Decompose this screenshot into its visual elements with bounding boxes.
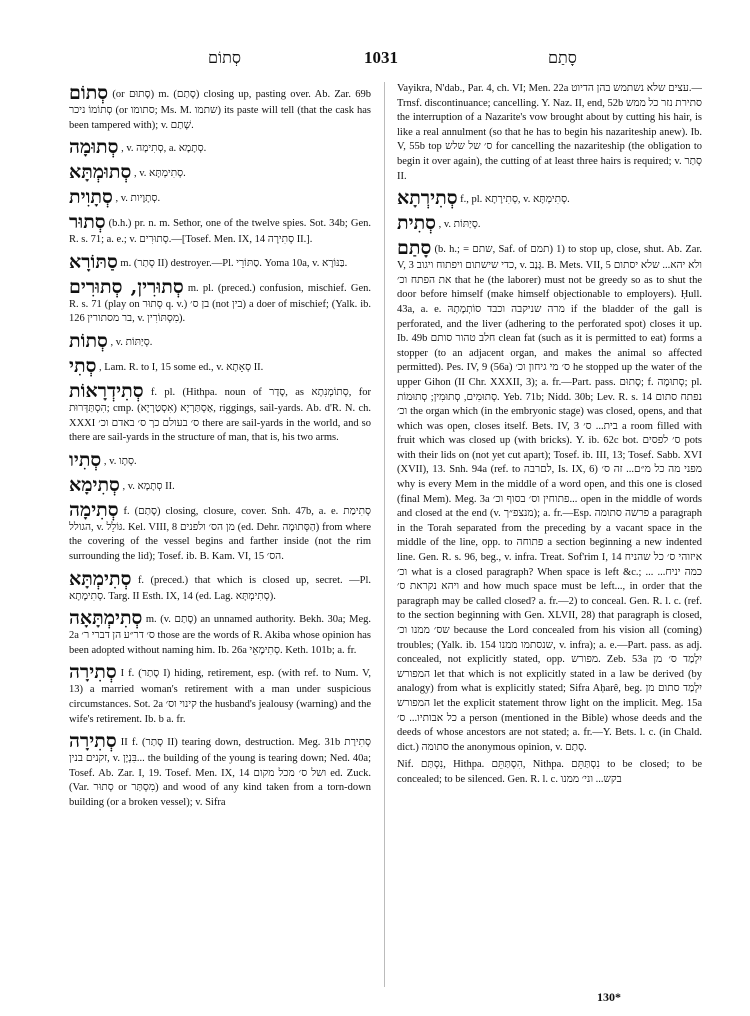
entry-definition: (b.h.) pr. n. m. Sethor, one of the twelve spies. Sot. 34b; Gen. R. s. 71; a. e.; v. סְתוּרִים.—[Tosef. Men. IX, 14 סְתִירָה II.].	[69, 218, 371, 246]
entry-paragraph	[69, 607, 371, 658]
entry-paragraph	[69, 661, 371, 727]
entry-paragraph	[397, 758, 702, 787]
header-right-guide-word: סָתַם	[548, 48, 577, 67]
entry-headword: סְתִימָא	[69, 473, 120, 496]
dictionary-entry	[69, 161, 371, 183]
entry-headword: סְתִית	[397, 212, 436, 235]
entry-paragraph	[69, 474, 371, 496]
dictionary-entry	[69, 211, 371, 248]
entry-definition: (b. h.; = שתם, Saf. of תמם) 1) to stop up, close, shut. Ab. Zar. V, 3 כדי שישתום ויפתוח ויגוב, v. גָּנַב. B. Mets. VII, 5 ולא יהא... שלא יסתום את הפתח וכ׳ that he (the laborer) must not be greedy so as to shut the door before himself (make himself objectionable to employers). Ḥull. 43a, a. e. מרה שניקבה וכבד סוֹתְמָתָהּ if the bladder of the gall is perforated, and the liver (adhering to the perforated spot) closes it up. Ib. 49b חלב טהור סותם clean fat (such as it is permitted to eat) forms a stopper (to an adjacent organ, and makes the animal so affected permitted). Pes. IV, 9 (56a) ס׳ מי גיחון וכ׳ he stopped up the water of the upper Gihon (II Chr. XXXII, 3); a. fr.—Part. pass. סָתוּם; f. סְתוּמָה; pl. סְתוּמִים, סְתוּמִין; סְתוּמוֹת. Yeb. 71b; Nidd. 30b; Lev. R. s. 14 נפתח סתום וכ׳ the organ which (in the embryonic stage) was closed, opens, and that which was open, closes itself. Bets. IV, 3 בית... ס׳ a room filled with fruit which was closed up (with bricks). Y. ib. 62c bot. ס׳ לפסים pots with their lids on (not yet cut apart); Tosef. ib. III, 13; Tosef. Sabb. XVI (XVII), 13. Snh. 94a (ref. to לםרבה, Is. IX, 6) מפני מה כל מ״ם... זה ס׳ why is every Mem in the middle of a word open, and this one is closed (final Mem). Meg. 3a פתוחין וס׳ בסוף וכ׳... open in the middle of words and closed at the end (v. מנצפ״ך); a. fr.—Esp. פרשה סתומה a paragraph in the Torah separated from the preceding by a vacant space in the middle of the line, opp. to פתוחה a section beginning a new indented line. Gen. R. s. 96, beg., v. infra. Treat. Sof'rim I, 14 איזוהי ס׳ כל שהניח וכ׳ what is a closed paragraph? When space is left &c.; ... כמה יניח... ויהא נקראת ס׳ and how much space must be left..., in order that the paragraph may be called closed? a. fr.—2) to conceal. Gen. R. l. c. (ref. to the section beginning with Gen. XLVII, 28) that paragraph is closed, שס׳ ממנו וכ׳ because the Lord concealed from his vision all (coming) troubles; (Yalk. ib. 154 שנסתמו ממנו, v. infra); a. e.—Part. pass. as adj. concealed, not explicitly stated, opp. מפורש. Zeb. 53a יִלְמַד ס׳ מן המפורש let that which is not explicitly stated in a law be derived (by analogy) from what is explicitly stated; Sifra Aḥarê, beg. יִלְמַד סתום מן המפורש let the explicit statement throw light on the implicit. Meg. 15a כל אבותיו... ס׳ a person (mentioned in the Bible) whose deeds and the deeds of whose ancestors are not stated; a. fr.—Y. Bets. l. c. (in Chald. dict.) סתומה the anonymous opinion, v. סָתַם.	[397, 244, 702, 753]
entry-definition: f. pl. (Hithpa. noun of סָדַר, as סְתוֹמְנִתָא, for הִסְתַּדְּרוּת; cmp. אַסְתַּרְיָא (אִסְטַרְיָא), riggings, sail-yards. Ab. d'R. N. ch. XXXI ס׳ בעולם כך ס׳ באדם וכ׳ there are sail-yards in the world, and so there are sail-yards in the structure of man, that is, his two arms.	[69, 386, 371, 444]
entry-headword: סְתִירָה	[69, 661, 117, 684]
dictionary-entry	[69, 449, 371, 471]
entry-paragraph	[69, 186, 371, 208]
column-divider	[384, 82, 385, 987]
entry-definition: , v. סְתָמָא II.	[122, 480, 175, 492]
dictionary-entry	[397, 187, 702, 209]
entry-headword: סְתִימָה	[69, 498, 119, 521]
entry-headword: סְתִירְתָא	[397, 187, 458, 210]
dictionary-entry	[69, 474, 371, 496]
entry-headword: סְתוֹת	[69, 329, 108, 352]
dictionary-entry	[69, 186, 371, 208]
entry-definition: f. (סָתַם) closing, closure, cover. Snh. 47b, a. e. סְתִימַת הגולל, v. גּוֹלֵל. Kel. VIII, 8 מן הס׳ ולפנים (ed. Dehr. הַסְּתוּמָה) from where the covering of the vessel begins and farther inside (not the rim surrounding the lid); Tosef. ib. B. Kam. VI, 15 הס׳.	[69, 505, 371, 562]
dictionary-entry	[397, 212, 702, 234]
entry-paragraph	[397, 212, 702, 234]
dictionary-entry	[69, 330, 371, 352]
entry-paragraph	[69, 330, 371, 352]
entry-paragraph	[69, 276, 371, 327]
entry-definition: Vayikra, N'dab., Par. 4, ch. VI; Men. 22a עצים שלא נשתמש בהן הדיוט.—Trnsf. discontinuance; cancelling. Y. Naz. II, end, 52b סתירת נזר כל ממש the interruption of a Nazarite's vow brought about by cutting his hair, is like a real annulment (so that he has to begin his nazariteship anew). Ib. V, 55b top ס׳ של שלש for cancelling the nazariteship (the obligation to begin it over again), the cutting of at least three hairs is required; v. סְתַר II.	[397, 83, 702, 182]
dictionary-entry	[69, 136, 371, 158]
entry-paragraph	[397, 237, 702, 755]
entry-paragraph	[69, 251, 371, 273]
dictionary-entry	[69, 730, 371, 810]
dictionary-entry	[69, 499, 371, 565]
entry-definition: , v. סְיַתּוֹת.	[438, 219, 481, 231]
signature-mark: 130*	[597, 990, 621, 1004]
entry-headword: סְתוּמָה	[69, 136, 119, 159]
entry-definition: , v. סְתָוֶיות.	[115, 193, 161, 205]
page-number: 1031	[364, 48, 398, 67]
entry-paragraph	[69, 380, 371, 446]
dictionary-entry	[397, 82, 702, 184]
header-left-guide-word: סְתוֹם	[208, 48, 241, 67]
dictionary-entry	[69, 82, 371, 133]
entry-paragraph	[69, 136, 371, 158]
entry-paragraph	[69, 730, 371, 810]
entry-definition: , v. סְתִימָה, a. סְתָמָא.	[121, 143, 207, 155]
entry-definition: , v. סְתִימְתָּא.	[133, 168, 186, 180]
entry-paragraph	[69, 161, 371, 183]
entry-headword: סְתִי	[69, 354, 97, 377]
right-column	[397, 82, 702, 987]
entry-paragraph	[69, 499, 371, 565]
entry-definition: , Lam. R. to I, 15 some ed., v. סְאָתָא II.	[99, 361, 264, 373]
entry-headword: סְתָוִית	[69, 186, 113, 209]
dictionary-entry	[69, 568, 371, 605]
entry-headword: סָתַם	[397, 237, 432, 260]
entry-headword: סְתוּר	[69, 211, 106, 234]
dictionary-entry	[397, 237, 702, 755]
entry-definition: II f. (סָתַר II) tearing down, destruction. Meg. 31b סְתִירַת זקנים בנין, v. בִּנְיָן... the building of the young is tearing down; Ned. 40a; Tosef. Ab. Zar. I, 19. Tosef. Men. IX, 14 ושל ס׳ מכל מקום ed. Zuck. (Var. סְתוּר or מִסְתַּר) and wood of any kind taken from a torn-down building (or a broken vessel); v. Sifra	[69, 737, 371, 808]
page-header	[66, 48, 696, 72]
dictionary-entry	[69, 251, 371, 273]
dictionary-entry	[397, 758, 702, 787]
entry-headword: סְתִימְתָּאָה	[69, 607, 143, 630]
entry-definition: Nif. נִסְתַּם, Hithpa. הִסְתַּתֵּם, Nithpa. נִסְתַּתֵּם to be closed; to be concealed; to be silenced. Gen. R. l. c. בקש... וני׳ ממנו	[397, 759, 702, 785]
entry-headword: סְתִיו	[69, 448, 102, 471]
entry-definition: m. (v. סָתַם) an unnamed authority. Bekh. 30a; Meg. 2a ס׳ דר״ע הן דברי ר׳ those are the words of R. Akiba whose opinion has been adopted without naming him. Ib. 26a סְתִימָאֵי. Keth. 101b; a. fr.	[69, 614, 371, 656]
entry-headword: סְתִירָה	[69, 730, 117, 753]
entry-definition: (or סָתוּם) m. (סָתַם) closing up, pasting over. Ab. Zar. 69b סְתוֹמוֹ ניכר (or סתומו; Ms. M. שתמו) its paste will tell (that the cask has been tampered with); v. שָׁתַם.	[69, 89, 371, 131]
entry-headword: סְתוּמְתָּא	[69, 161, 132, 184]
dictionary-entry	[69, 355, 371, 377]
entry-paragraph	[69, 568, 371, 605]
entry-headword: סַתּוֹרָא	[69, 250, 118, 273]
entry-paragraph	[69, 449, 371, 471]
entry-definition: , v. סְיַתּוֹת.	[110, 336, 153, 348]
entry-paragraph	[69, 211, 371, 248]
entry-definition: , v. סְתָו.	[103, 455, 137, 467]
entry-paragraph	[397, 82, 702, 184]
entry-headword: סְתִימְתָּא	[69, 567, 132, 590]
dictionary-entry	[69, 661, 371, 727]
dictionary-entry	[69, 607, 371, 658]
dictionary-entry	[69, 276, 371, 327]
entry-definition: I f. (סָתַר I) hiding, retirement, esp. (with ref. to Num. V, 13) a married woman's retirement with a man under suspicious circumstances. Sot. 2a קינוי וס׳ the husband's jealousy (warning) and the wife's retirement. Ib. b a. fr.	[69, 668, 371, 725]
entry-definition: f., pl. סְתִירָתָא, v. סְתִימְתָּא.	[460, 194, 570, 206]
entry-definition: f. (preced.) that which is closed up, secret. —Pl. סְתִימָתָא. Targ. II Esth. IX, 14 (ed. Lag. סְתִימְתָּא).	[69, 574, 371, 602]
entry-headword: סְתוּרִין, סְתוּרִים	[69, 275, 184, 298]
entry-paragraph	[69, 355, 371, 377]
entry-headword: סְתִידְרָאוֹת	[69, 379, 144, 402]
entry-definition: m. pl. (preced.) confusion, mischief. Gen. R. s. 71 (play on סְתוּר q. v.) בן ס׳ (not בין) a doer of mischief; (Yalk. ib. 126 בר מסתורין, v. מִסְתּוֹרִין).	[69, 282, 371, 325]
entry-paragraph	[397, 187, 702, 209]
entry-definition: m. (סְתַר II) destroyer.—Pl. סַתּוֹרֵי. Yoma 10a, v. בַּנּוֹרָא.	[120, 257, 348, 269]
entry-headword: סְתוֹם	[69, 82, 109, 104]
dictionary-entry	[69, 380, 371, 446]
entry-paragraph	[69, 82, 371, 133]
left-column	[69, 82, 371, 987]
